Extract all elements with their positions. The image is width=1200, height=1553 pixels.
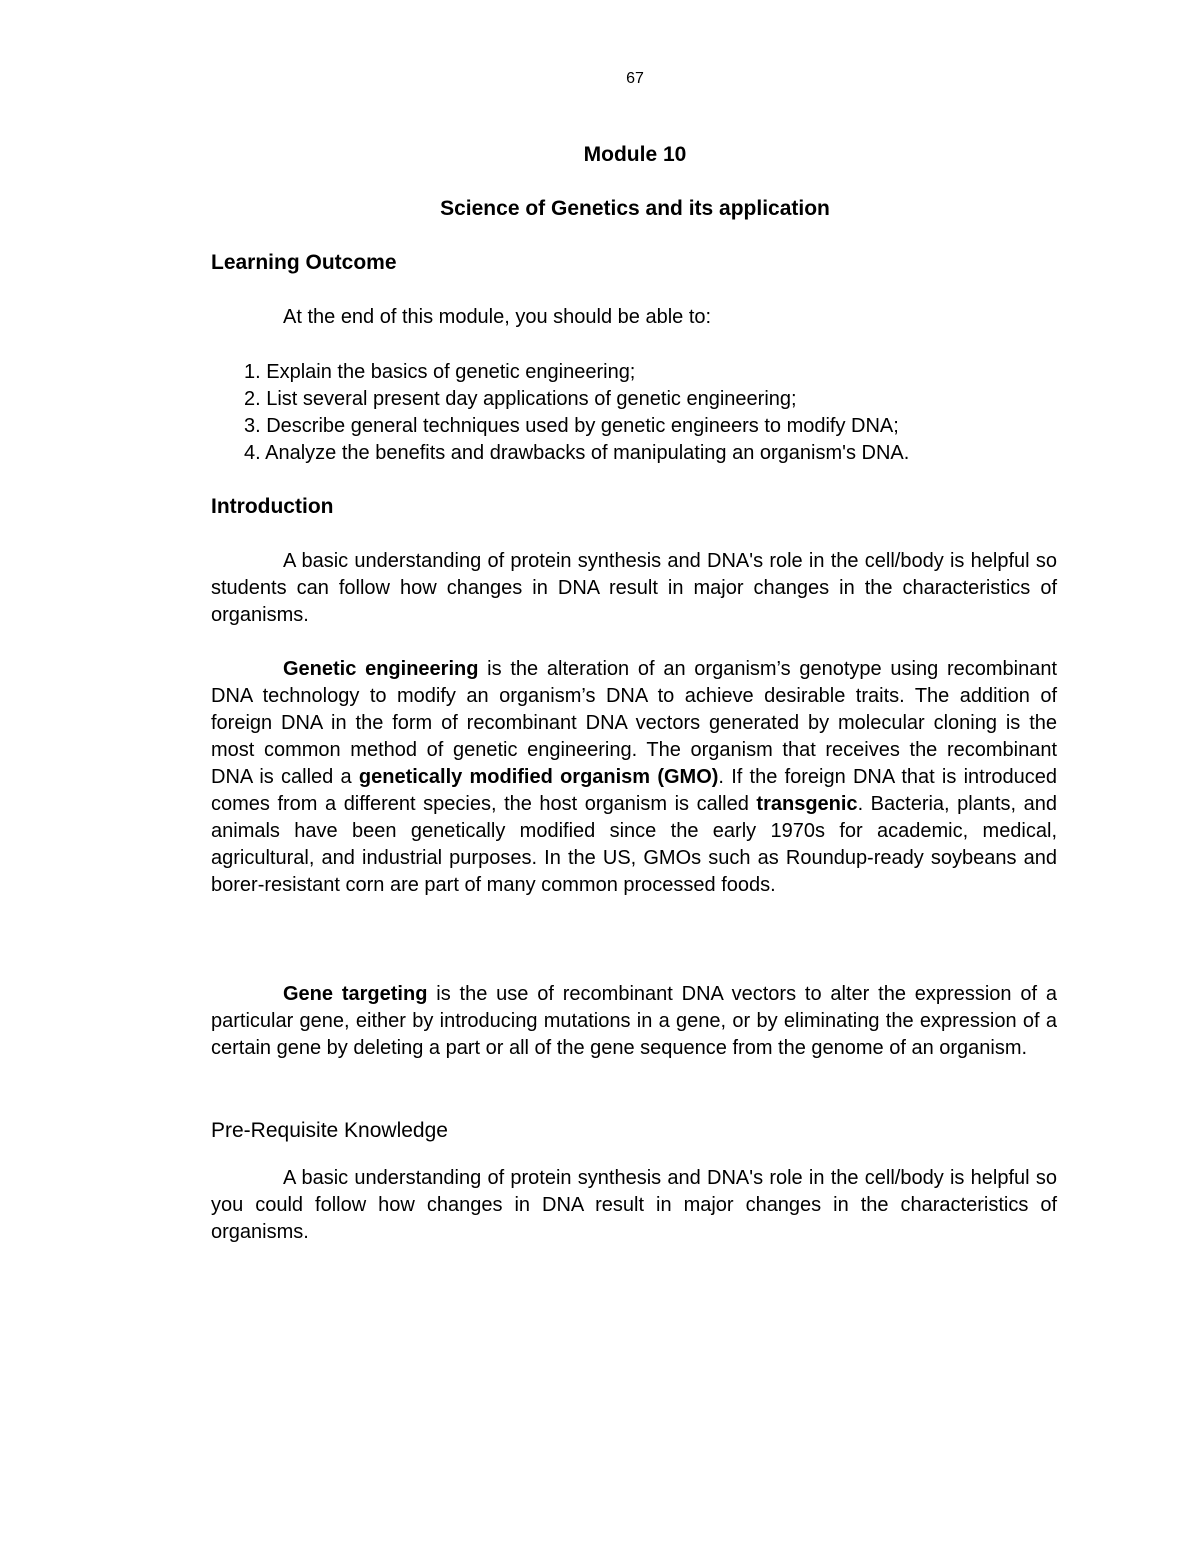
prerequisite-paragraph — [211, 1165, 1057, 1246]
term-genetic-engineering: Genetic engineering — [283, 658, 479, 680]
list-item: 1. Explain the basics of genetic engineering; — [244, 361, 636, 383]
learning-outcome-heading: Learning Outcome — [211, 251, 397, 274]
introduction-paragraph-2 — [211, 656, 1057, 899]
list-item: 2. List several present day applications of genetic engineering; — [244, 388, 797, 410]
term-transgenic: transgenic — [756, 793, 858, 815]
list-item: 3. Describe general techniques used by genetic engineers to modify DNA; — [244, 415, 899, 437]
introduction-heading: Introduction — [211, 495, 334, 518]
module-subtitle: Science of Genetics and its application — [440, 197, 830, 220]
term-gmo: genetically modified organism (GMO) — [358, 766, 719, 788]
introduction-paragraph-1 — [211, 548, 1057, 629]
paragraph-text: Genetic engineering is the alteration of an organism’s genotype using recombinant DNA technology to modify an organism’s DNA to achieve desirable traits. The addition of foreign DNA in the form of recombinant DNA vectors generated by molecular cloning is the most common method of genetic engineering. The organism that receives the recombinant DNA is called a genetically modified organism (GMO). If the foreign DNA that is introduced comes from a different species, the host organism is called transgenic. Bacteria, plants, and animals have been genetically modified since the early 1970s for academic, medical, agricultural, and industrial purposes. In the US, GMOs such as Roundup-ready soybeans and borer-resistant corn are part of many common processed foods. — [211, 658, 1058, 896]
paragraph-text: A basic understanding of protein synthesis and DNA's role in the cell/body is helpful so students can follow how changes in DNA result in major changes in the characteristics of organisms. — [211, 550, 1057, 626]
paragraph-text: Gene targeting is the use of recombinant DNA vectors to alter the expression of a particular gene, either by introducing mutations in a gene, or by eliminating the expression of a certain gene by deleting a part or all of the gene sequence from the genome of an organism. — [211, 983, 1057, 1059]
page-number: 67 — [626, 70, 644, 87]
term-gene-targeting: Gene targeting — [283, 983, 428, 1005]
learning-outcome-intro: At the end of this module, you should be able to: — [283, 306, 712, 328]
learning-outcome-list — [244, 359, 909, 467]
prerequisite-heading: Pre-Requisite Knowledge — [211, 1119, 448, 1142]
module-title: Module 10 — [583, 143, 687, 166]
introduction-paragraph-3 — [211, 981, 1057, 1062]
paragraph-text: A basic understanding of protein synthesis and DNA's role in the cell/body is helpful so you could follow how changes in DNA result in major changes in the characteristics of organisms. — [211, 1167, 1057, 1243]
list-item: 4. Analyze the benefits and drawbacks of manipulating an organism's DNA. — [244, 442, 910, 464]
